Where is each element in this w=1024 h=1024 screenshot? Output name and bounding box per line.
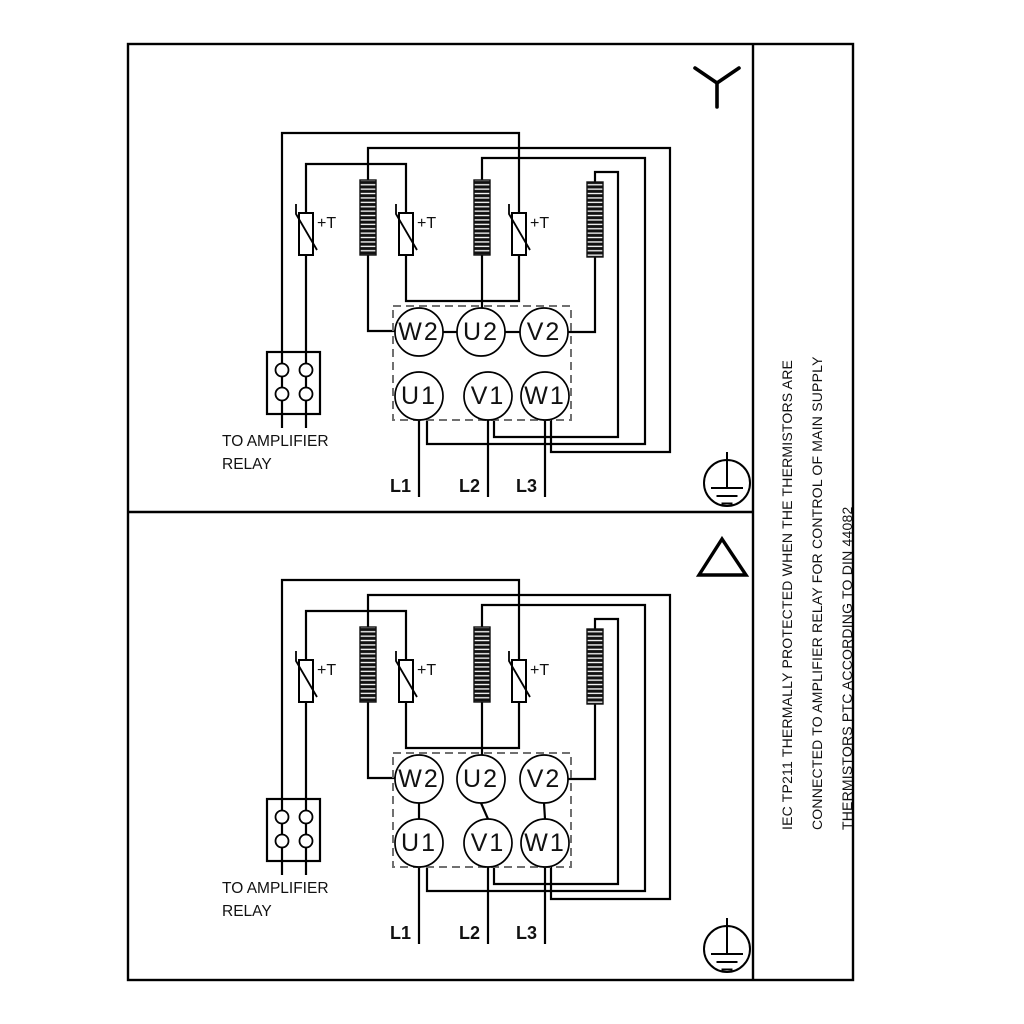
supply-label-l1: L1 [389,923,411,943]
side-note-line3: THERMISTORS PTC ACCORDING TO DIN 44082 [839,506,855,830]
side-note-line2: CONNECTED TO AMPLIFIER RELAY FOR CONTROL OF MAIN SUPPLY [809,356,825,830]
side-note-line1: IEC TP211 THERMALLY PROTECTED WHEN THE THERMISTORS ARE [779,359,795,830]
supply-label-l3: L3 [515,923,537,943]
star-panel [222,68,750,506]
relay-caption-line2: RELAY [222,456,272,473]
thermistor-label: +T [417,215,437,232]
terminal-label-w1: W1 [524,382,566,410]
supply-label-l2: L2 [458,476,480,496]
supply-label-l2: L2 [458,923,480,943]
terminal-label-u2: U2 [463,765,499,793]
supply-label-l1: L1 [389,476,411,496]
thermistor-label: +T [417,662,437,679]
terminal-label-w1: W1 [524,829,566,857]
terminal-label-v2: V2 [526,765,562,793]
terminal-label-u2: U2 [463,318,499,346]
terminal-label-w2: W2 [398,318,440,346]
relay-caption-line1: TO AMPLIFIER [222,880,329,897]
relay-caption-line1: TO AMPLIFIER [222,433,329,450]
protective-earth-icon [704,918,750,972]
delta-panel [222,539,750,972]
terminal-label-v2: V2 [526,318,562,346]
delta-bridge [481,803,488,819]
terminal-label-v1: V1 [470,382,506,410]
terminal-label-v1: V1 [470,829,506,857]
supply-label-l3: L3 [515,476,537,496]
terminal-label-u1: U1 [401,382,437,410]
thermistor-label: +T [530,662,550,679]
star-icon [695,68,739,107]
delta-bridge [544,803,545,819]
terminal-label-u1: U1 [401,829,437,857]
terminal-label-w2: W2 [398,765,440,793]
relay-caption-line2: RELAY [222,903,272,920]
thermistor-label: +T [317,215,337,232]
protective-earth-icon [704,452,750,506]
side-note [779,356,855,830]
thermistor-label: +T [530,215,550,232]
thermistor-label: +T [317,662,337,679]
delta-icon [699,539,746,575]
